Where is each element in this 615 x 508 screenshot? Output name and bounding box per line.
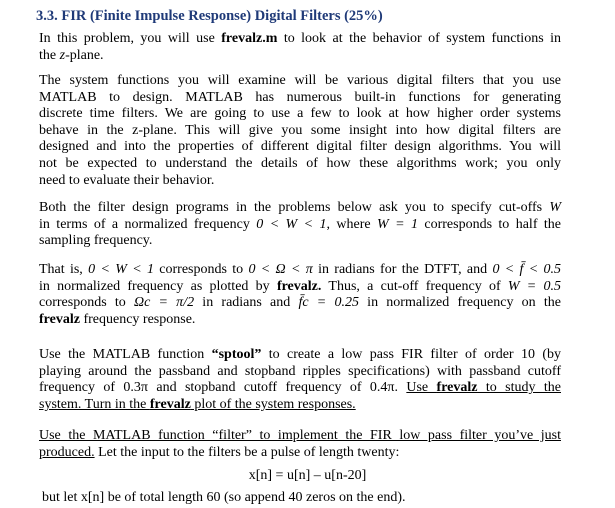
text-span: Let the input to the filters be a pulse of length twenty: <box>94 444 400 460</box>
para5-line-4 <box>39 397 561 414</box>
para6-line-3: but let x[n] be of total length 60 (so append 40 zeros on the end). <box>42 490 406 505</box>
text-span: in normalized frequency as plotted by <box>39 278 277 294</box>
w-variable: W <box>549 200 561 215</box>
text-span: corresponds to <box>153 262 249 277</box>
para5-line-2: playing around the passband and stopband ripples specifications) with passband cutoff <box>39 363 561 379</box>
pulse-equation: x[n] = u[n] – u[n-20] <box>248 468 367 483</box>
underlined-text: Use the MATLAB function “filter” to implement the FIR low pass filter you’ve just <box>39 428 561 443</box>
para2-line: discrete time filters. We are going to use a few to look at how higher order systems <box>39 106 561 122</box>
underlined-text: plot of the system responses. <box>190 396 356 412</box>
text-span: to look at the behavior of system functions in <box>277 31 561 46</box>
text-span: the <box>39 47 60 63</box>
para5-line-1 <box>39 347 561 364</box>
para6-line-2 <box>39 445 561 462</box>
para2-line: The system functions you will examine will be various digital filters that you use <box>39 73 561 88</box>
intro-paragraph <box>39 31 561 64</box>
math-inline: f̄c = 0.25 <box>298 295 359 311</box>
math-inline: W = 0.5 <box>507 278 562 294</box>
text-span: in terms of a normalized frequency <box>39 216 257 232</box>
para3-line-1 <box>39 200 561 217</box>
intro-line-2 <box>39 48 561 65</box>
frevalz-ref: frevalz.m <box>221 31 278 46</box>
sptool-ref: “sptool” <box>211 347 262 362</box>
underlined-text: produced. <box>39 444 95 460</box>
math-inline: 0 < W < 1 <box>88 262 154 277</box>
para4-line-1 <box>39 262 561 279</box>
text-span: That is, <box>39 262 89 277</box>
text-span: to create a low pass FIR filter of order 10 (by <box>261 347 561 362</box>
intro-line-1 <box>39 31 561 48</box>
para2-line: MATLAB to design. MATLAB has numerous built-in functions for generating <box>39 89 561 105</box>
text-span: In this problem, you will use <box>39 31 222 46</box>
text-span: , where <box>326 216 378 232</box>
para2-line: not be expected to understand the details of how these algorithms work; you only <box>39 155 561 171</box>
text-span: in normalized frequency on the <box>358 295 561 311</box>
text-span: in radians and <box>194 295 299 311</box>
frequency-paragraph <box>39 262 561 328</box>
underlined-text: Use <box>406 380 437 396</box>
math-inline: 0 < Ω < π <box>248 262 313 277</box>
para6-line-1 <box>39 428 561 445</box>
z-variable: z <box>59 47 66 63</box>
underlined-text: to study the <box>477 380 561 396</box>
text-span: Thus, a cut-off frequency of <box>321 278 508 294</box>
para4-line-3 <box>39 295 561 312</box>
math-inline: W = 1 <box>377 216 418 232</box>
para5-line-3 <box>39 380 561 397</box>
text-span: -plane. <box>65 47 104 63</box>
sptool-paragraph <box>39 347 561 413</box>
length-note <box>42 490 564 507</box>
math-inline: 0 < W < 1 <box>256 216 327 232</box>
math-inline: 0 < f̄ < 0.5 <box>492 262 561 277</box>
underlined-text: system. Turn in the <box>39 396 150 412</box>
para3-line-3: sampling frequency. <box>39 233 153 249</box>
text-span: frequency response. <box>79 311 196 327</box>
cutoff-paragraph <box>39 200 561 250</box>
frevalz-ref: frevalz <box>149 396 191 412</box>
para4-line-2 <box>39 279 561 296</box>
para2-line: need to evaluate their behavior. <box>39 172 215 188</box>
text-span: corresponds to <box>39 295 134 311</box>
para2-line: behave in the z-plane. This will give you some insight into how digital filters are <box>39 122 561 138</box>
text-span: Use the MATLAB function <box>39 347 212 362</box>
frevalz-ref: frevalz <box>39 311 80 327</box>
filter-paragraph <box>39 428 561 461</box>
text-span: Both the filter design programs in the problems below ask you to specify cut-offs <box>39 200 550 215</box>
system-functions-paragraph <box>39 73 561 189</box>
section-heading: 3.3. FIR (Finite Impulse Response) Digital Filters (25%) <box>36 8 383 24</box>
frevalz-ref: frevalz <box>436 380 478 396</box>
frevalz-ref: frevalz. <box>276 278 322 294</box>
text-span: corresponds to half the <box>417 216 562 232</box>
para4-line-4 <box>39 312 561 329</box>
text-span: in radians for the DTFT, and <box>312 262 493 277</box>
math-inline: Ωc = π/2 <box>133 295 195 311</box>
para2-line: designed and into the properties of different digital filter design algorithms. You will <box>39 139 561 155</box>
text-span: frequency of 0.3π and stopband cutoff frequency of 0.4π. <box>39 380 407 396</box>
para3-line-2 <box>39 217 561 234</box>
